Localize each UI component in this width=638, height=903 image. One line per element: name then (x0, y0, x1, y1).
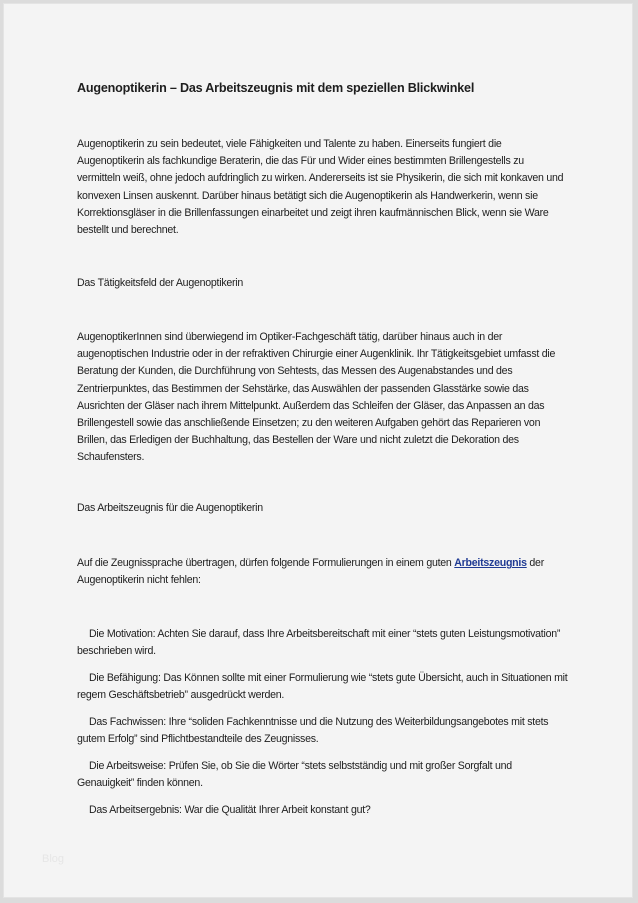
taetigkeitsfeld-paragraph: AugenoptikerInnen sind überwiegend im Optiker-Fachgeschäft tätig, darüber hinaus auch in der augenoptischen Industrie oder in der refraktiven Chirurgie einer Augenklinik. Ihr Tätigkeitsgebiet umfasst die Beratung der Kunden, die Durchführung von Sehtests, das Messen des Augenabstandes und des Zentrierpunktes, das Bestimmen der Sehstärke, das Auswählen der passenden Glasstärke sowie das Ausrichten der Gläser nach ihrem Mittelpunkt. Außerdem das Schleifen der Gläser, das Anpassen an das Brillengestell sowie das anschließende Einsetzen; zu den weiteren Aufgaben gehört das Reparieren von Brillen, das Erledigen der Buchhaltung, das Bestellen der Ware und nicht zuletzt die Dekoration des Schaufensters. (77, 331, 556, 464)
intro-text-after-link: der Augenoptikerin nicht fehlen: (77, 557, 544, 587)
list-item-fachwissen: Das Fachwissen: Ihre “soliden Fachkenntnisse und die Nutzung des Weiterbildungsangebotes mit stets gutem Erfolg” sind Pflichtbestandteile des Zeugnisses. (77, 716, 549, 746)
arbeitszeugnis-intro-paragraph (77, 555, 569, 589)
list-item-motivation: Die Motivation: Achten Sie darauf, dass Ihre Arbeitsbereitschaft mit einer “stets guten Leistungsmotivation” beschrieben wird. (77, 628, 561, 658)
list-item-arbeitsergebnis: Das Arbeitsergebnis: War die Qualität Ihrer Arbeit konstant gut? (89, 804, 371, 816)
intro-paragraph: Augenoptikerin zu sein bedeutet, viele Fähigkeiten und Talente zu haben. Einerseits fungiert die Augenoptikerin als fachkundige Beraterin, die das Für und Wider eines bestimmten Brillengestells zu vermitteln weiß, ohne jedoch aufdringlich zu wirken. Andererseits ist sie Physikerin, die sich mit konkaven und konvexen Linsen auskennt. Darüber hinaus betätigt sich die Augenoptikerin als Handwerkerin, wenn sie Korrektionsgläser in die Brillenfassungen einarbeitet und zeigt ihren kaufmännischen Blick, wenn sie Ware bestellt und berechnet. (77, 138, 564, 237)
section-heading-taetigkeitsfeld: Das Tätigkeitsfeld der Augenoptikerin (77, 277, 244, 289)
intro-text-before-link: Auf die Zeugnissprache übertragen, dürfen folgende Formulierungen in einem guten (77, 557, 455, 569)
section-heading-arbeitszeugnis: Das Arbeitszeugnis für die Augenoptikerin (77, 502, 263, 514)
arbeitszeugnis-link[interactable]: Arbeitszeugnis (454, 557, 527, 569)
document-page (3, 3, 633, 898)
list-item-befaehigung: Die Befähigung: Das Können sollte mit einer Formulierung wie “stets gute Übersicht, auch in Situationen mit regem Geschäftsbetrieb” ausgedrückt werden. (77, 672, 568, 702)
list-item-arbeitsweise: Die Arbeitsweise: Prüfen Sie, ob Sie die Wörter “stets selbstständig und mit großer Sorgfalt und Genauigkeit” finden können. (77, 760, 512, 790)
document-title: Augenoptikerin – Das Arbeitszeugnis mit dem speziellen Blickwinkel (77, 81, 475, 95)
watermark-text: Blog (42, 853, 65, 865)
